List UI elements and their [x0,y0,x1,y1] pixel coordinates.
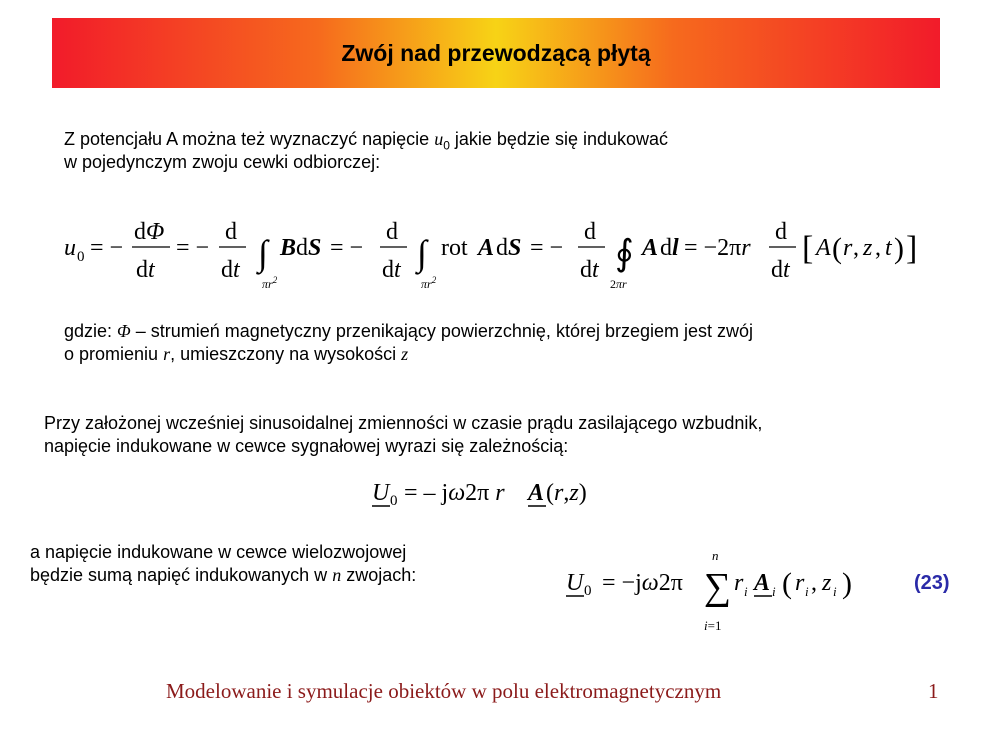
para4-text-b: zwojach: [341,565,417,585]
svg-text:A: A [816,235,831,261]
svg-text:d: d [386,219,398,245]
equation-harmonic-voltage [372,470,632,520]
svg-text:dt: dt [221,257,240,283]
footer-title: Modelowanie i symulacje obiektów w polu elektromagnetycznym [166,679,722,703]
equation-1-svg [64,205,934,300]
svg-text:∫: ∫ [258,233,268,273]
var-u: u [434,129,444,149]
svg-text:= −2πr: = −2πr [684,235,751,261]
svg-text:dΦ: dΦ [134,219,165,245]
equation-2-svg [372,470,632,515]
footer [0,679,992,709]
svg-text:d: d [775,219,787,245]
svg-text:r: r [734,570,744,596]
svg-text:]: ] [906,230,918,267]
svg-text:A: A [478,235,495,261]
svg-text:dt: dt [136,257,155,283]
svg-text:(: ( [832,232,842,265]
para4-text-a: będzie sumą napięć indukowanych w [30,565,333,585]
title-banner [52,18,940,88]
var-n: n [332,565,342,585]
svg-text:0: 0 [584,583,592,599]
svg-text:U: U [566,570,584,596]
svg-text:2πr: 2πr [610,277,627,291]
svg-text:= −: = − [330,235,364,261]
slide-title: Zwój nad przewodzącą płytą [341,39,651,66]
var-z: z [401,344,409,364]
equation-induced-voltage [64,205,934,305]
equation-number: (23) [914,572,950,594]
svg-text:= −: = − [530,235,564,261]
svg-text:n: n [712,548,719,563]
para2-text-a: gdzie: [64,321,118,341]
svg-text:d: d [225,219,237,245]
svg-text:dS: dS [296,235,322,261]
svg-text:= −: = − [176,235,210,261]
svg-text:r: r [795,570,805,596]
svg-text:rot: rot [441,235,468,261]
svg-text:∫: ∫ [417,233,427,273]
para1-text-b: jakie będzie się indukować [449,129,669,149]
svg-text:A: A [528,480,545,506]
svg-text:i: i [772,584,776,599]
svg-text:d: d [584,219,596,245]
para2-text-b: – strumień magnetyczny przenikający powierzchnię, której brzegiem jest zwój [130,321,754,341]
svg-text:0: 0 [77,249,85,265]
svg-text:u: u [64,235,76,261]
svg-text:= – jω2π r: = – jω2π r [404,480,505,506]
paragraph-4-line-1: a napięcie indukowane w cewce wielozwojowej [30,542,407,562]
svg-text:[: [ [802,230,814,267]
svg-text:= −jω2π: = −jω2π [602,570,683,596]
paragraph-1-line-2: w pojedynczym zwoju cewki odbiorczej: [64,152,381,172]
svg-text:= −: = − [90,235,124,261]
svg-text:(r,z): (r,z) [546,480,587,506]
svg-text:dt: dt [382,257,401,283]
svg-text:dt: dt [580,257,599,283]
var-phi: Φ [117,321,131,341]
svg-text:z: z [863,235,873,261]
subscript-0: 0 [443,138,450,153]
paragraph-4-line-2 [30,564,416,587]
para2-text-c: o promieniu [64,344,164,364]
page-number: 1 [928,679,939,703]
svg-text:A: A [642,235,659,261]
svg-text:i: i [744,584,748,599]
svg-text:i: i [833,584,837,599]
para1-text-a: Z potencjału A można też wyznaczyć napięcie [64,129,435,149]
paragraph-2-line-1 [64,320,753,343]
paragraph-3-line-1: Przy założonej wcześniej sinusoidalnej zmienności w czasie prądu zasilającego wzbudnik, [44,413,763,433]
equation-multi-turn-voltage [566,548,896,643]
svg-text:,: , [811,570,817,596]
svg-text:dS: dS [496,235,522,261]
svg-text:i: i [805,584,809,599]
svg-text:0: 0 [390,493,398,509]
svg-text:): ) [842,567,852,600]
svg-text:r: r [843,235,853,261]
svg-text:dl: dl [660,235,679,261]
var-r: r [163,344,171,364]
svg-text:∑: ∑ [704,566,732,608]
paragraph-2-line-2 [64,343,408,366]
svg-text:(: ( [782,567,792,600]
svg-text:dt: dt [771,257,790,283]
svg-text:t: t [885,235,892,261]
paragraph-3-line-2: napięcie indukowane w cewce sygnałowej wyrazi się zależnością: [44,436,569,456]
svg-text:z: z [822,570,832,596]
svg-text:A: A [754,570,771,596]
svg-text:,: , [853,235,859,261]
svg-text:∮: ∮ [615,233,634,273]
svg-text:πr2: $\pi r^2$ [421,275,437,291]
svg-text:πr2: $\pi r^2$ [262,275,278,291]
svg-text:): ) [894,232,904,265]
equation-3-svg [566,548,896,638]
para2-text-d: , umieszczony na wysokości [170,344,402,364]
svg-text:i=1: i=1 [704,618,722,633]
svg-text:U: U [372,480,390,506]
svg-text:B: B [280,235,297,261]
svg-text:,: , [875,235,881,261]
